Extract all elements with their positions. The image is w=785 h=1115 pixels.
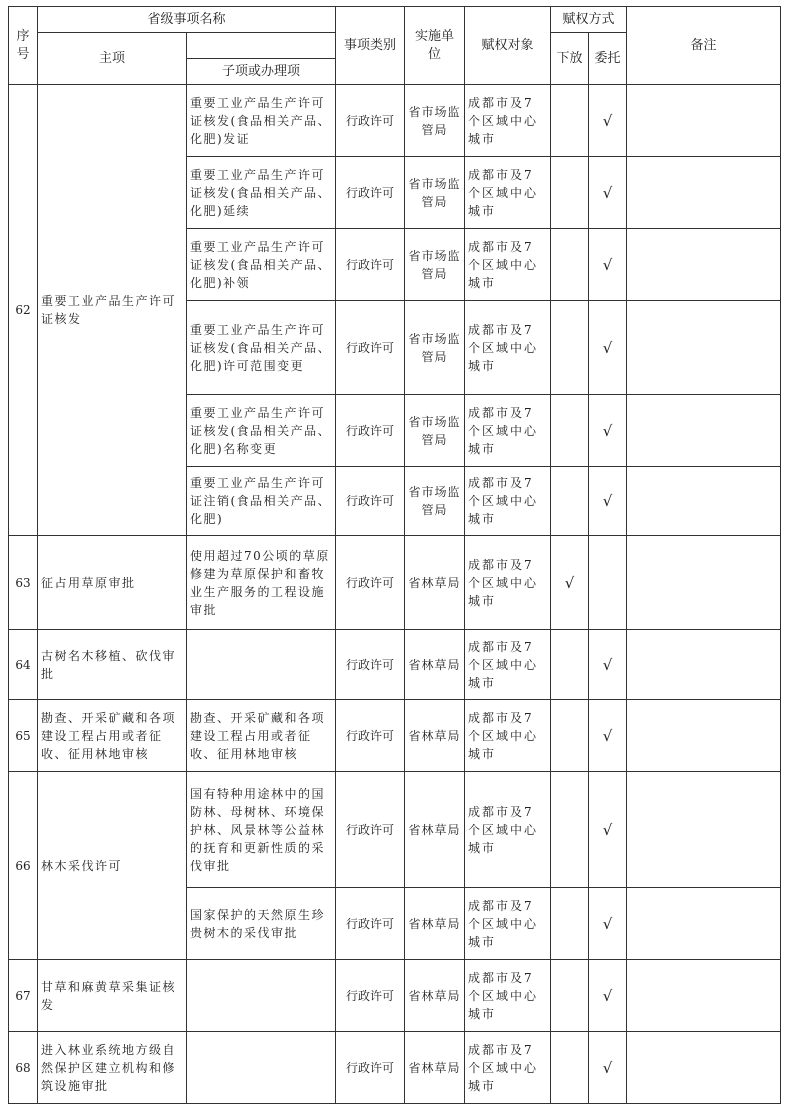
- row-sub-item: [187, 960, 336, 1032]
- header-devolve: 下放: [551, 33, 589, 85]
- row-target: 成都市及7个区域中心城市: [465, 301, 551, 395]
- header-sub-item-spacer: [187, 33, 336, 59]
- header-category: 事项类别: [336, 7, 405, 85]
- header-method: 赋权方式: [551, 7, 627, 33]
- row-remark: [627, 630, 781, 700]
- table-row: [9, 85, 781, 157]
- row-main-item: 古树名木移植、砍伐审批: [38, 630, 187, 700]
- row-main-item: 征占用草原审批: [38, 536, 187, 630]
- row-unit: 省市场监管局: [405, 395, 465, 467]
- row-category: 行政许可: [336, 467, 405, 536]
- row-target: 成都市及7个区域中心城市: [465, 157, 551, 229]
- row-seq: 65: [9, 700, 38, 772]
- row-sub-item: 国家保护的天然原生珍贵树木的采伐审批: [187, 888, 336, 960]
- row-sub-item: 重要工业产品生产许可证核发(食品相关产品、化肥)发证: [187, 85, 336, 157]
- header-sub-item: 子项或办理项: [187, 59, 336, 85]
- row-unit: 省市场监管局: [405, 467, 465, 536]
- row-unit: 省林草局: [405, 888, 465, 960]
- row-seq: 64: [9, 630, 38, 700]
- row-category: 行政许可: [336, 536, 405, 630]
- row-category: 行政许可: [336, 772, 405, 888]
- row-sub-item: 勘查、开采矿藏和各项建设工程占用或者征收、征用林地审核: [187, 700, 336, 772]
- row-target: 成都市及7个区域中心城市: [465, 888, 551, 960]
- table-row: [9, 772, 781, 888]
- row-target: 成都市及7个区域中心城市: [465, 1032, 551, 1104]
- row-remark: [627, 888, 781, 960]
- table-row: [9, 1032, 781, 1104]
- row-sub-item: 国有特种用途林中的国防林、母树林、环境保护林、风景林等公益林的抚育和更新性质的采伐审批: [187, 772, 336, 888]
- row-remark: [627, 772, 781, 888]
- row-devolve: [551, 301, 589, 395]
- row-sub-item: 重要工业产品生产许可证核发(食品相关产品、化肥)延续: [187, 157, 336, 229]
- row-remark: [627, 536, 781, 630]
- row-entrust-check: √: [589, 467, 627, 536]
- row-target: 成都市及7个区域中心城市: [465, 229, 551, 301]
- header-target: 赋权对象: [465, 7, 551, 85]
- row-remark: [627, 960, 781, 1032]
- row-entrust-check: √: [589, 301, 627, 395]
- row-devolve: [551, 630, 589, 700]
- row-main-item: 进入林业系统地方级自然保护区建立机构和修筑设施审批: [38, 1032, 187, 1104]
- row-unit: 省林草局: [405, 700, 465, 772]
- row-main-item: 甘草和麻黄草采集证核发: [38, 960, 187, 1032]
- row-devolve: [551, 960, 589, 1032]
- row-unit: 省林草局: [405, 1032, 465, 1104]
- row-category: 行政许可: [336, 960, 405, 1032]
- row-devolve: [551, 888, 589, 960]
- row-remark: [627, 157, 781, 229]
- row-sub-item: 重要工业产品生产许可证核发(食品相关产品、化肥)补领: [187, 229, 336, 301]
- row-category: 行政许可: [336, 85, 405, 157]
- row-entrust: [589, 536, 627, 630]
- row-unit: 省林草局: [405, 630, 465, 700]
- row-devolve: [551, 700, 589, 772]
- authorization-table: [8, 6, 781, 1104]
- row-remark: [627, 1032, 781, 1104]
- row-unit: 省市场监管局: [405, 85, 465, 157]
- table-row: [9, 630, 781, 700]
- row-devolve: [551, 772, 589, 888]
- row-seq: 66: [9, 772, 38, 960]
- row-remark: [627, 301, 781, 395]
- row-unit: 省市场监管局: [405, 229, 465, 301]
- row-seq: 63: [9, 536, 38, 630]
- row-unit: 省林草局: [405, 960, 465, 1032]
- row-entrust-check: √: [589, 630, 627, 700]
- row-target: 成都市及7个区域中心城市: [465, 630, 551, 700]
- row-target: 成都市及7个区域中心城市: [465, 536, 551, 630]
- row-unit: 省林草局: [405, 536, 465, 630]
- row-category: 行政许可: [336, 157, 405, 229]
- row-category: 行政许可: [336, 301, 405, 395]
- row-sub-item: 重要工业产品生产许可证核发(食品相关产品、化肥)名称变更: [187, 395, 336, 467]
- row-unit: 省林草局: [405, 772, 465, 888]
- row-devolve: [551, 467, 589, 536]
- row-sub-item: 使用超过70公顷的草原修建为草原保护和畜牧业生产服务的工程设施审批: [187, 536, 336, 630]
- row-devolve: [551, 157, 589, 229]
- row-devolve: [551, 1032, 589, 1104]
- row-main-item: 林木采伐许可: [38, 772, 187, 960]
- row-entrust-check: √: [589, 888, 627, 960]
- row-remark: [627, 229, 781, 301]
- row-category: 行政许可: [336, 1032, 405, 1104]
- row-category: 行政许可: [336, 395, 405, 467]
- row-entrust-check: √: [589, 229, 627, 301]
- row-target: 成都市及7个区域中心城市: [465, 772, 551, 888]
- row-target: 成都市及7个区域中心城市: [465, 85, 551, 157]
- row-remark: [627, 467, 781, 536]
- table-row: [9, 700, 781, 772]
- row-entrust-check: √: [589, 157, 627, 229]
- row-devolve: [551, 395, 589, 467]
- row-unit: 省市场监管局: [405, 301, 465, 395]
- row-main-item: 勘查、开采矿藏和各项建设工程占用或者征收、征用林地审核: [38, 700, 187, 772]
- row-target: 成都市及7个区域中心城市: [465, 700, 551, 772]
- row-entrust-check: √: [589, 85, 627, 157]
- row-category: 行政许可: [336, 700, 405, 772]
- row-entrust-check: √: [589, 772, 627, 888]
- row-sub-item: 重要工业产品生产许可证注销(食品相关产品、化肥): [187, 467, 336, 536]
- row-target: 成都市及7个区域中心城市: [465, 395, 551, 467]
- header-main-item: 主项: [38, 33, 187, 85]
- row-seq: 67: [9, 960, 38, 1032]
- row-sub-item: [187, 630, 336, 700]
- table-row: [9, 960, 781, 1032]
- row-category: 行政许可: [336, 630, 405, 700]
- header-unit: 实施单位: [405, 7, 465, 85]
- row-remark: [627, 85, 781, 157]
- row-seq: 68: [9, 1032, 38, 1104]
- row-category: 行政许可: [336, 229, 405, 301]
- row-seq: 62: [9, 85, 38, 536]
- row-entrust-check: √: [589, 700, 627, 772]
- row-category: 行政许可: [336, 888, 405, 960]
- row-target: 成都市及7个区域中心城市: [465, 467, 551, 536]
- row-target: 成都市及7个区域中心城市: [465, 960, 551, 1032]
- row-sub-item: 重要工业产品生产许可证核发(食品相关产品、化肥)许可范围变更: [187, 301, 336, 395]
- row-remark: [627, 700, 781, 772]
- row-devolve: [551, 85, 589, 157]
- header-seq: 序号: [9, 7, 38, 85]
- row-main-item: 重要工业产品生产许可证核发: [38, 85, 187, 536]
- row-unit: 省市场监管局: [405, 157, 465, 229]
- row-entrust-check: √: [589, 1032, 627, 1104]
- row-entrust-check: √: [589, 960, 627, 1032]
- row-remark: [627, 395, 781, 467]
- table-row: [9, 536, 781, 630]
- row-entrust-check: √: [589, 395, 627, 467]
- header-remark: 备注: [627, 7, 781, 85]
- row-devolve: [551, 229, 589, 301]
- row-devolve-check: √: [551, 536, 589, 630]
- header-provincial-name: 省级事项名称: [38, 7, 336, 33]
- header-entrust: 委托: [589, 33, 627, 85]
- row-sub-item: [187, 1032, 336, 1104]
